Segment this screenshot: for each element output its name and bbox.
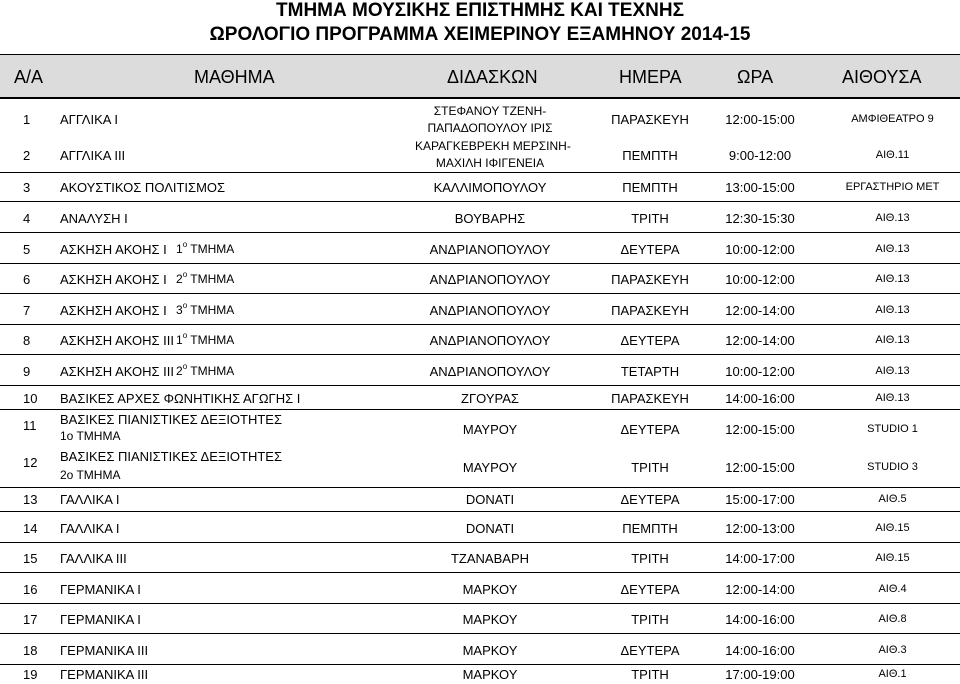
row-day: ΤΡΙΤΗ <box>631 211 669 226</box>
row-day: ΔΕΥΤΕΡΑ <box>620 492 680 507</box>
row-subject: ΒΑΣΙΚΕΣ ΑΡΧΕΣ ΦΩΝΗΤΙΚΗΣ ΑΓΩΓΗΣ Ι <box>60 391 301 406</box>
table-row <box>0 202 960 233</box>
header-time: ΩΡΑ <box>737 67 774 87</box>
row-time: 12:00-14:00 <box>725 333 795 348</box>
row-subject: ΒΑΣΙΚΕΣ ΠΙΑΝΙΣΤΙΚΕΣ ΔΕΞΙΟΤΗΤΕΣ <box>60 412 283 427</box>
table-row <box>0 99 960 137</box>
row-num: 5 <box>23 242 31 257</box>
table-row <box>0 355 960 386</box>
row-room: ΑΜΦΙΘΕΑΤΡΟ 9 <box>851 113 934 125</box>
table-row <box>0 386 960 410</box>
row-num: 17 <box>23 612 38 627</box>
row-room: ΑΙΘ.8 <box>878 613 907 625</box>
row-day: ΠΕΜΠΤΗ <box>622 521 678 536</box>
row-time: 13:00-15:00 <box>725 180 795 195</box>
row-subject: ΑΓΓΛΙΚΑ ΙΙΙ <box>60 148 126 163</box>
document-subtitle: ΩΡΟΛΟΓΙΟ ΠΡΟΓΡΑΜΜΑ ΧΕΙΜΕΡΙΝΟΥ ΕΞΑΜΗΝΟΥ 2014-15 <box>209 24 751 45</box>
row-teacher: ΜΑΡΚΟΥ <box>462 667 518 682</box>
row-num: 6 <box>23 272 31 287</box>
table-row <box>0 604 960 634</box>
row-time: 12:00-15:00 <box>725 112 795 127</box>
row-num: 4 <box>23 211 31 226</box>
row-teacher: ΜΑΥΡΟΥ <box>462 460 518 475</box>
row-day: ΔΕΥΤΕΡΑ <box>620 582 680 597</box>
table-row <box>0 173 960 202</box>
row-day: ΠΑΡΑΣΚΕΥΗ <box>611 112 689 127</box>
row-teacher: ΤΖΑΝΑΒΑΡΗ <box>450 551 529 566</box>
row-day: ΤΕΤΑΡΤΗ <box>620 364 680 379</box>
row-subject: ΑΣΚΗΣΗ ΑΚΟΗΣ ΙΙΙ <box>60 333 175 348</box>
table-row <box>0 233 960 264</box>
row-room: ΑΙΘ.13 <box>875 392 910 404</box>
row-section: $2^o$ ΤΜΗΜΑ <box>176 362 235 378</box>
table-row <box>0 573 960 604</box>
table-row <box>0 410 960 446</box>
row-teacher: ΜΑΡΚΟΥ <box>462 643 518 658</box>
row-room: ΑΙΘ.13 <box>875 365 910 377</box>
row-subject: ΑΣΚΗΣΗ ΑΚΟΗΣ Ι <box>60 272 167 287</box>
row-subject: ΑΣΚΗΣΗ ΑΚΟΗΣ Ι <box>60 303 167 318</box>
row-teacher-line2: ΠΑΠΑΔΟΠΟΥΛΟΥ ΙΡΙΣ <box>427 121 553 135</box>
row-room: ΑΙΘ.13 <box>875 334 910 346</box>
header-subject: ΜΑΘΗΜΑ <box>194 67 275 87</box>
row-num: 12 <box>23 455 38 470</box>
row-time: 14:00-16:00 <box>725 643 795 658</box>
row-room: ΑΙΘ.15 <box>875 522 910 534</box>
row-time: 12:00-13:00 <box>725 521 795 536</box>
row-room: ΑΙΘ.11 <box>875 149 910 161</box>
header-room: ΑΙΘΟΥΣΑ <box>842 67 922 87</box>
row-subject: ΓΕΡΜΑΝΙΚΑ ΙΙΙ <box>60 643 149 658</box>
row-room: ΑΙΘ.3 <box>878 644 907 656</box>
row-num: 13 <box>23 492 38 507</box>
row-teacher: ΚΑΛΛΙΜΟΠΟΥΛΟΥ <box>433 180 547 195</box>
row-day: ΠΑΡΑΣΚΕΥΗ <box>611 303 689 318</box>
row-room: ΑΙΘ.1 <box>878 668 907 680</box>
header-num: Α/Α <box>14 67 44 87</box>
row-num: 8 <box>23 333 31 348</box>
table-header <box>0 54 960 99</box>
table-row <box>0 294 960 325</box>
row-day: ΤΡΙΤΗ <box>631 667 669 682</box>
row-day: ΔΕΥΤΕΡΑ <box>620 242 680 257</box>
row-section: $2^o$ ΤΜΗΜΑ <box>176 270 235 286</box>
row-time: 9:00-12:00 <box>728 148 792 163</box>
row-teacher: ΑΝΔΡΙΑΝΟΠΟΥΛΟΥ <box>429 272 551 287</box>
row-time: 15:00-17:00 <box>725 492 795 507</box>
row-room: ΑΙΘ.15 <box>875 552 910 564</box>
row-teacher: ΜΑΥΡΟΥ <box>462 422 518 437</box>
row-subject: ΓΕΡΜΑΝΙΚΑ Ι <box>60 582 141 597</box>
row-teacher: ΖΓΟΥΡΑΣ <box>461 391 519 406</box>
row-time: 12:00-14:00 <box>725 303 795 318</box>
row-day: ΔΕΥΤΕΡΑ <box>620 643 680 658</box>
header-day: ΗΜΕΡΑ <box>619 67 682 87</box>
row-num: 1 <box>23 112 31 127</box>
row-teacher: ΣΤΕΦΑΝΟΥ ΤΖΕΝΗ- <box>433 104 547 118</box>
table-row <box>0 543 960 573</box>
row-day: ΠΑΡΑΣΚΕΥΗ <box>611 391 689 406</box>
row-num: 10 <box>23 391 38 406</box>
header-teacher: ΔΙΔΑΣΚΩΝ <box>447 67 538 87</box>
row-teacher: ΒΟΥΒΑΡΗΣ <box>454 211 526 226</box>
row-time: 14:00-17:00 <box>725 551 795 566</box>
row-time: 14:00-16:00 <box>725 612 795 627</box>
table-row <box>0 512 960 543</box>
row-num: 9 <box>23 364 31 379</box>
row-subject: ΒΑΣΙΚΕΣ ΠΙΑΝΙΣΤΙΚΕΣ ΔΕΞΙΟΤΗΤΕΣ <box>60 449 283 464</box>
row-teacher: ΑΝΔΡΙΑΝΟΠΟΥΛΟΥ <box>429 242 551 257</box>
row-teacher: DONATI <box>465 492 515 507</box>
table-row <box>0 634 960 665</box>
row-subject-line2: 1ο ΤΜΗΜΑ <box>60 429 121 443</box>
row-room: STUDIO 1 <box>867 423 918 435</box>
table-row <box>0 264 960 294</box>
row-subject: ΑΣΚΗΣΗ ΑΚΟΗΣ Ι <box>60 242 167 257</box>
row-room: ΑΙΘ.5 <box>878 493 907 505</box>
row-subject: ΓΑΛΛΙΚΑ ΙΙΙ <box>60 551 127 566</box>
row-teacher: ΑΝΔΡΙΑΝΟΠΟΥΛΟΥ <box>429 364 551 379</box>
row-num: 16 <box>23 582 38 597</box>
row-teacher-line2: ΜΑΧΙΛΗ ΙΦΙΓΕΝΕΙΑ <box>435 156 545 170</box>
row-subject: ΑΚΟΥΣΤΙΚΟΣ ΠΟΛΙΤΙΣΜΟΣ <box>60 180 226 195</box>
row-day: ΤΡΙΤΗ <box>631 460 669 475</box>
row-num: 7 <box>23 303 31 318</box>
row-day: ΔΕΥΤΕΡΑ <box>620 422 680 437</box>
row-subject: ΓΑΛΛΙΚΑ Ι <box>60 521 120 536</box>
row-time: 12:00-15:00 <box>725 460 795 475</box>
row-teacher: ΑΝΔΡΙΑΝΟΠΟΥΛΟΥ <box>429 333 551 348</box>
row-day: ΔΕΥΤΕΡΑ <box>620 333 680 348</box>
row-subject: ΓΑΛΛΙΚΑ Ι <box>60 492 120 507</box>
row-time: 10:00-12:00 <box>725 242 795 257</box>
table-row <box>0 665 960 684</box>
row-section: $3^o$ ΤΜΗΜΑ <box>176 301 235 317</box>
row-day: ΠΑΡΑΣΚΕΥΗ <box>611 272 689 287</box>
row-room: ΑΙΘ.4 <box>878 583 907 595</box>
row-section: $1^o$ ΤΜΗΜΑ <box>176 240 235 256</box>
row-num: 19 <box>23 667 38 682</box>
row-subject-line2: 2ο ΤΜΗΜΑ <box>60 468 121 482</box>
table-row <box>0 488 960 512</box>
row-num: 14 <box>23 521 38 536</box>
row-time: 12:00-15:00 <box>725 422 795 437</box>
table-row <box>0 137 960 173</box>
row-section: $1^o$ ΤΜΗΜΑ <box>176 331 235 347</box>
row-day: ΠΕΜΠΤΗ <box>622 148 678 163</box>
row-subject: ΓΕΡΜΑΝΙΚΑ Ι <box>60 612 141 627</box>
document-title: ΤΜΗΜΑ ΜΟΥΣΙΚΗΣ ΕΠΙΣΤΗΜΗΣ ΚΑΙ ΤΕΧΝΗΣ <box>276 0 684 21</box>
row-room: STUDIO 3 <box>867 461 918 473</box>
row-day: ΤΡΙΤΗ <box>631 612 669 627</box>
row-time: 10:00-12:00 <box>725 364 795 379</box>
row-num: 18 <box>23 643 38 658</box>
row-subject: ΓΕΡΜΑΝΙΚΑ ΙΙΙ <box>60 667 149 682</box>
row-time: 14:00-16:00 <box>725 391 795 406</box>
row-num: 15 <box>23 551 38 566</box>
row-num: 2 <box>23 148 31 163</box>
row-day: ΤΡΙΤΗ <box>631 551 669 566</box>
row-teacher: ΜΑΡΚΟΥ <box>462 612 518 627</box>
row-num: 11 <box>23 418 37 433</box>
table-row <box>0 325 960 355</box>
table-row <box>0 446 960 488</box>
row-time: 12:30-15:30 <box>725 211 795 226</box>
row-time: 12:00-14:00 <box>725 582 795 597</box>
row-teacher: DONATI <box>465 521 515 536</box>
row-teacher: ΜΑΡΚΟΥ <box>462 582 518 597</box>
row-num: 3 <box>23 180 31 195</box>
row-subject: ΑΣΚΗΣΗ ΑΚΟΗΣ ΙΙΙ <box>60 364 175 379</box>
row-room: ΑΙΘ.13 <box>875 273 910 285</box>
row-room: ΑΙΘ.13 <box>875 243 910 255</box>
row-day: ΠΕΜΠΤΗ <box>622 180 678 195</box>
row-time: 17:00-19:00 <box>725 667 795 682</box>
row-teacher: ΑΝΔΡΙΑΝΟΠΟΥΛΟΥ <box>429 303 551 318</box>
row-teacher: ΚΑΡΑΓΚΕΒΡΕΚΗ ΜΕΡΣΙΝΗ- <box>415 139 571 153</box>
row-room: ΑΙΘ.13 <box>875 212 910 224</box>
row-room: ΕΡΓΑΣΤΗΡΙΟ ΜΕΤ <box>845 181 940 193</box>
row-room: ΑΙΘ.13 <box>875 304 910 316</box>
row-subject: ΑΓΓΛΙΚΑ Ι <box>60 112 118 127</box>
row-time: 10:00-12:00 <box>725 272 795 287</box>
row-subject: ΑΝΑΛΥΣΗ Ι <box>60 211 128 226</box>
